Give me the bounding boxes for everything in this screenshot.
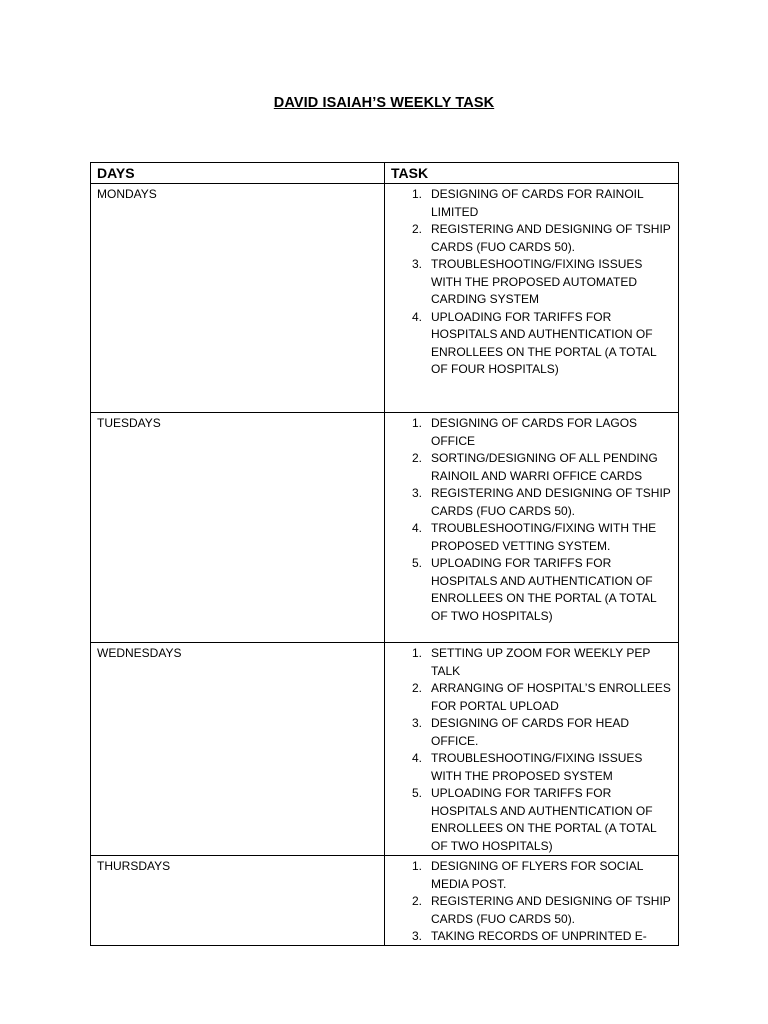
item-text: SETTING UP ZOOM FOR WEEKLY PEP TALK [431, 646, 651, 678]
list-item [385, 928, 672, 943]
task-cell [385, 184, 679, 413]
list-item [385, 221, 672, 256]
item-number: 5. [411, 786, 422, 800]
item-number: 4. [411, 751, 422, 765]
list-item [385, 645, 672, 680]
list-item [385, 309, 672, 379]
item-text: REGISTERING AND DESIGNING OF TSHIP CARDS (FUO CARDS 50). [431, 894, 671, 926]
task-cell [385, 856, 679, 946]
item-text: UPLOADING FOR TARIFFS FOR HOSPITALS AND AUTHENTICATION OF ENROLLEES ON THE PORTAL (A TOTAL OF TWO HOSPITALS) [431, 786, 657, 853]
header-days: DAYS [91, 163, 385, 184]
table-row-tuesdays [91, 413, 679, 643]
item-number: 1. [411, 646, 422, 660]
list-item [385, 715, 672, 750]
list-item [385, 750, 672, 785]
list-item [385, 415, 672, 450]
item-text: TROUBLESHOOTING/FIXING ISSUES WITH THE PROPOSED SYSTEM [431, 751, 643, 783]
item-text: DESIGNING OF CARDS FOR LAGOS OFFICE [431, 416, 638, 448]
day-cell: TUESDAYS [91, 413, 385, 643]
item-number: 4. [411, 309, 422, 324]
task-cell [385, 413, 679, 643]
list-item [385, 893, 672, 928]
task-clip [385, 858, 672, 943]
table-row-wednesdays [91, 643, 679, 856]
item-text: SORTING/DESIGNING OF ALL PENDING RAINOIL AND WARRI OFFICE CARDS [431, 451, 658, 483]
item-text: DESIGNING OF CARDS FOR RAINOIL LIMITED [431, 187, 644, 219]
item-number: 2. [411, 222, 422, 236]
task-cell [385, 643, 679, 856]
list-item [385, 450, 672, 485]
item-text: UPLOADING FOR TARIFFS FOR HOSPITALS AND AUTHENTICATION OF ENROLLEES ON THE PORTAL (A TOTAL OF TWO HOSPITALS) [431, 556, 657, 623]
list-item [385, 785, 672, 855]
page-title: DAVID ISAIAH’S WEEKLY TASK [273, 95, 495, 111]
list-item [385, 186, 672, 221]
task-list [385, 858, 672, 943]
item-number: 3. [411, 257, 422, 271]
item-number: 4. [411, 521, 422, 535]
item-text: DESIGNING OF CARDS FOR HEAD OFFICE. [431, 716, 630, 748]
item-text: TAKING RECORDS OF UNPRINTED E- [431, 929, 647, 943]
weekly-task-table [90, 162, 679, 946]
item-text: UPLOADING FOR TARIFFS FOR HOSPITALS AND AUTHENTICATION OF ENROLLEES ON THE PORTAL (A TOTAL OF FOUR HOSPITALS) [431, 309, 657, 376]
item-number: 1. [411, 416, 422, 430]
list-item [385, 256, 672, 309]
task-list [385, 645, 672, 855]
day-cell: WEDNESDAYS [91, 643, 385, 856]
item-number: 1. [411, 187, 422, 201]
item-text: TROUBLESHOOTING/FIXING ISSUES WITH THE PROPOSED AUTOMATED CARDING SYSTEM [431, 257, 643, 306]
item-number: 2. [411, 894, 422, 908]
task-list [385, 415, 672, 625]
list-item [385, 680, 672, 715]
header-task: TASK [385, 163, 679, 184]
item-number: 3. [411, 929, 422, 943]
list-item [385, 858, 672, 893]
item-number: 5. [411, 556, 422, 570]
item-number: 3. [411, 716, 422, 730]
day-cell: MONDAYS [91, 184, 385, 413]
table-row-thursdays [91, 856, 679, 946]
item-text: TROUBLESHOOTING/FIXING WITH THE PROPOSED VETTING SYSTEM. [431, 521, 657, 553]
item-number: 2. [411, 451, 422, 465]
day-cell: THURSDAYS [91, 856, 385, 946]
item-number: 2. [411, 681, 422, 695]
table-row-mondays [91, 184, 679, 413]
list-item [385, 520, 672, 555]
task-list [385, 186, 672, 379]
list-item [385, 485, 672, 520]
item-number: 3. [411, 486, 422, 500]
item-text: REGISTERING AND DESIGNING OF TSHIP CARDS (FUO CARDS 50). [431, 222, 671, 254]
item-number: 1. [411, 859, 422, 873]
item-text: DESIGNING OF FLYERS FOR SOCIAL MEDIA POST. [431, 859, 644, 891]
list-item [385, 555, 672, 625]
item-text: ARRANGING OF HOSPITAL’S ENROLLEES FOR PORTAL UPLOAD [431, 681, 671, 713]
item-text: REGISTERING AND DESIGNING OF TSHIP CARDS (FUO CARDS 50). [431, 486, 671, 518]
table-header-row [91, 163, 679, 184]
